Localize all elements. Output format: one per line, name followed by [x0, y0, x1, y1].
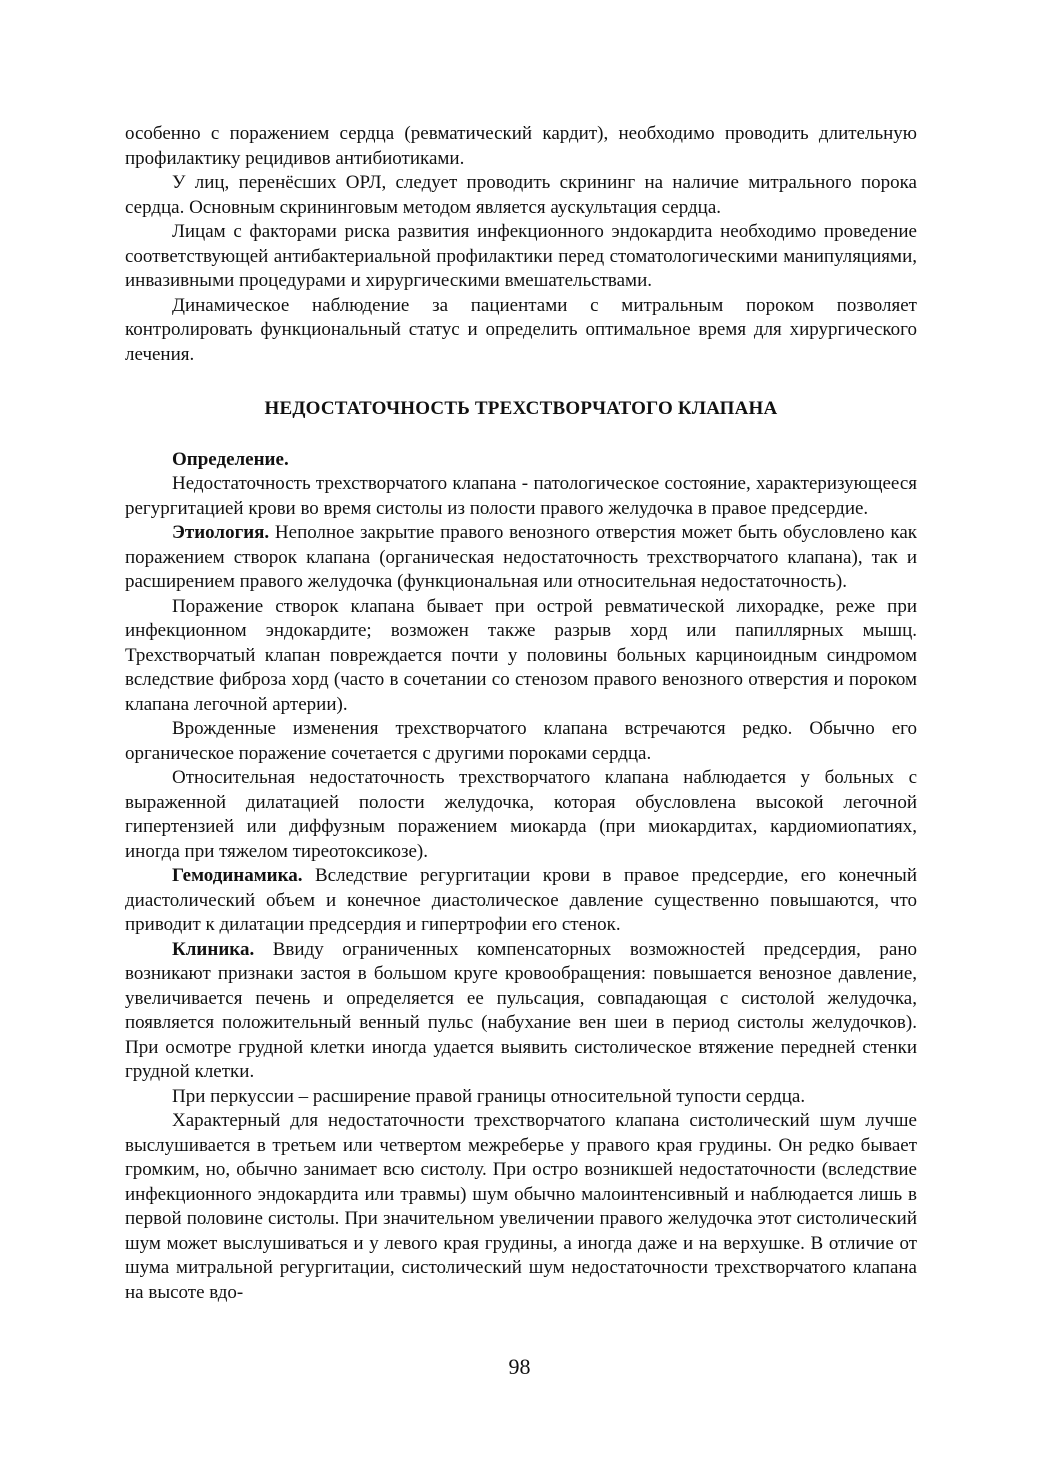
page-body	[125, 122, 917, 1305]
paragraph: Лицам с факторами риска развития инфекционного эндокардита необходимо проведение соответствующей антибактериальной профилактики перед стоматологическими манипуляциями, инвазивными процедурами и хирургическими вмешательствами.	[125, 221, 917, 291]
definition-heading: Определение.	[172, 448, 289, 470]
paragraph: При перкуссии – расширение правой границы относительной тупости сердца.	[172, 1085, 806, 1107]
paragraph: У лиц, перенёсших ОРЛ, следует проводить скрининг на наличие митрального порока сердца. Основным скрининговым методом является аускультация сердца.	[125, 172, 917, 218]
etiology-paragraph	[125, 521, 917, 595]
paragraph: Динамическое наблюдение за пациентами с митральным пороком позволяет контролировать функциональный статус и определить оптимальное время для хирургического лечения.	[125, 294, 917, 365]
paragraph: Относительная недостаточность трехстворчатого клапана наблюдается у больных с выраженной дилатацией полости желудочка, которая обусловлена высокой легочной гипертензией или диффузным поражением миокарда (при миокардитах, кардиомиопатиях, иногда при тяжелом тиреотоксикозе).	[125, 767, 917, 862]
etiology-text: Неполное закрытие правого венозного отверстия может быть обусловлено как поражением створок клапана (органическая недостаточность трехстворчатого клапана), так и расширением правого желудочка (функциональная или относительная недостаточность).	[125, 522, 917, 592]
paragraph: Врожденные изменения трехстворчатого клапана встречаются редко. Обычно его органическое поражение сочетается с другими пороками сердца.	[125, 718, 917, 764]
paragraph: Поражение створок клапана бывает при острой ревматической лихорадке, реже при инфекционном эндокардите; возможен также разрыв хорд или папиллярных мышц. Трехстворчатый клапан повреждается почти у половины больных карциноидным синдромом вследствие фиброза хорд (часто в сочетании со стенозом правого венозного отверстия и пороком клапана легочной артерии).	[125, 595, 917, 715]
hemodynamics-paragraph	[125, 864, 917, 938]
etiology-label: Этиология.	[172, 522, 270, 543]
clinic-label: Клиника.	[172, 938, 255, 960]
hemodynamics-label: Гемодинамика.	[172, 865, 303, 886]
definition-paragraph: Недостаточность трехстворчатого клапана - патологическое состояние, характеризующееся регургитацией крови во время систолы из полости правого желудочка в правое предсердие.	[125, 473, 917, 519]
clinic-paragraph	[125, 938, 917, 1085]
paragraph: особенно с поражением сердца (ревматический кардит), необходимо проводить длительную профилактику рецидивов антибиотиками.	[125, 123, 917, 169]
page-number: 98	[508, 1354, 531, 1379]
hemodynamics-text: Вследствие регургитации крови в правое предсердие, его конечный диастолический объем и конечное диастолическое давление существенно повышаются, что приводит к дилатации предсердия и гипертрофии его стенок.	[125, 865, 917, 935]
paragraph: Характерный для недостаточности трехстворчатого клапана систолический шум лучше выслушивается в третьем или четвертом межреберье у правого края грудины. Он редко бывает громким, но, обычно занимает всю систолу. При остро возникшей недостаточности (вследствие инфекционного эндокардита или травмы) шум обычно малоинтенсивный и наблюдается лишь в первой половине систолы. При значительном увеличении правого желудочка этот систолический шум может выслушиваться и у левого края грудины, а иногда даже и на верхушке. В отличие от шума митральной регургитации, систолический шум недостаточности трехстворчатого клапана на высоте вдо-	[125, 1110, 917, 1303]
section-title: НЕДОСТАТОЧНОСТЬ ТРЕХСТВОРЧАТОГО КЛАПАНА	[264, 398, 778, 419]
clinic-text: Ввиду ограниченных компенсаторных возможностей предсердия, рано возникают признаки застоя в большом круге кровообращения: повышается венозное давление, увеличивается печень и определяется ее пульсация, совпадающая с систолой желудочка, появляется положительный венный пульс (набухание вен шеи в период систолы желудочков). При осмотре грудной клетки иногда удается выявить систолическое втяжение передней стенки грудной клетки.	[125, 938, 917, 1082]
